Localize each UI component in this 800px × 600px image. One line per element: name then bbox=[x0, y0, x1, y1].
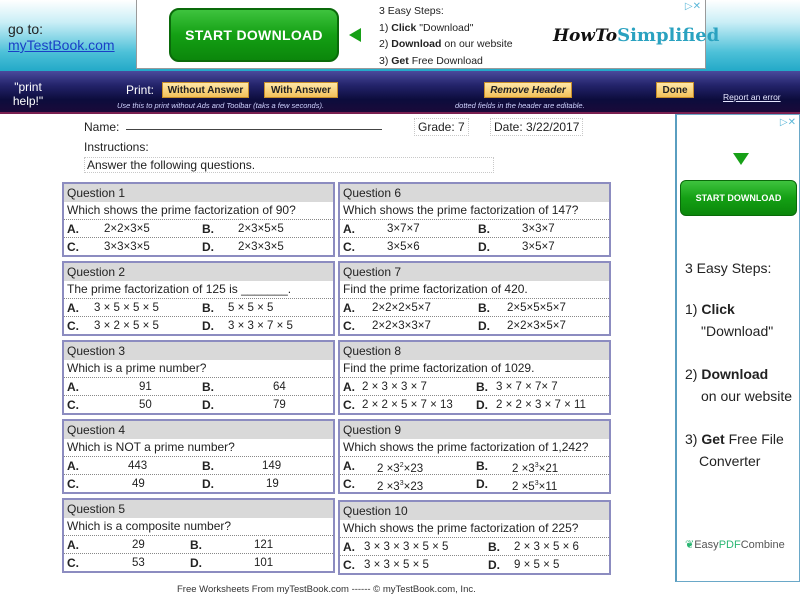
question-10 bbox=[338, 500, 611, 575]
option-a: 2×2×3×5 bbox=[104, 223, 150, 235]
question-text: Find the prime factorization of 1029. bbox=[340, 360, 609, 378]
question-text: Which is NOT a prime number? bbox=[64, 439, 333, 457]
option-b-label: B. bbox=[202, 222, 214, 236]
option-d-label: D. bbox=[488, 558, 500, 572]
option-d: 2×2×3×5×7 bbox=[507, 320, 566, 332]
question-text: Find the prime factorization of 420. bbox=[340, 281, 609, 299]
options-row bbox=[64, 378, 333, 396]
options-row bbox=[340, 238, 609, 256]
option-a-label: A. bbox=[67, 222, 79, 236]
options-row bbox=[340, 220, 609, 238]
question-text: Which shows the prime factorization of 147? bbox=[340, 202, 609, 220]
options-row bbox=[340, 299, 609, 317]
option-c: 3 × 3 × 5 × 5 bbox=[364, 559, 429, 571]
option-c-label: C. bbox=[67, 319, 79, 333]
option-c: 3×5×6 bbox=[387, 241, 420, 253]
question-title: Question 3 bbox=[64, 342, 333, 360]
options-row bbox=[340, 538, 609, 556]
option-b-label: B. bbox=[202, 380, 214, 394]
instructions-field[interactable]: Answer the following questions. bbox=[84, 157, 494, 173]
option-b-label: B. bbox=[476, 380, 488, 394]
option-d: $2 \times 5^3\times 11$ bbox=[512, 480, 558, 493]
option-c: 3 × 2 × 5 × 5 bbox=[94, 320, 159, 332]
question-title: Question 2 bbox=[64, 263, 333, 281]
option-c-label: C. bbox=[67, 477, 79, 491]
option-b: 3×3×7 bbox=[522, 223, 555, 235]
option-b: 121 bbox=[254, 539, 274, 551]
arrow-left-icon bbox=[349, 28, 361, 42]
option-a-label: A. bbox=[67, 301, 79, 315]
question-5 bbox=[62, 498, 335, 573]
name-field[interactable] bbox=[126, 129, 382, 130]
option-d: 9 × 5 × 5 bbox=[514, 559, 560, 571]
side-start-download-button[interactable]: START DOWNLOAD bbox=[680, 180, 797, 216]
option-c-label: C. bbox=[67, 240, 79, 254]
question-8 bbox=[338, 340, 611, 415]
start-download-button[interactable]: START DOWNLOAD bbox=[169, 8, 339, 62]
options-row bbox=[64, 317, 333, 335]
question-2 bbox=[62, 261, 335, 336]
side-advertisement[interactable] bbox=[675, 114, 800, 582]
question-title: Question 8 bbox=[340, 342, 609, 360]
goto-label: go to: bbox=[8, 21, 44, 37]
name-label: Name: bbox=[84, 120, 120, 134]
howtosimplified-logo: HowToSimplified bbox=[553, 25, 720, 46]
adchoices-close-icon[interactable]: ▷✕ bbox=[779, 117, 796, 128]
option-b: 2×5×5×5×7 bbox=[507, 302, 566, 314]
question-title: Question 6 bbox=[340, 184, 609, 202]
option-a-label: A. bbox=[343, 540, 355, 554]
options-row bbox=[64, 238, 333, 256]
option-b-label: B. bbox=[476, 459, 488, 473]
footer-text: Free Worksheets From myTestBook.com ------ © myTestBook.com, Inc. bbox=[177, 584, 476, 595]
option-b: 3 × 7 × 7× 7 bbox=[496, 381, 558, 393]
option-d: 79 bbox=[273, 399, 286, 411]
question-text: The prime factorization of 125 is _______. bbox=[64, 281, 333, 299]
option-d-label: D. bbox=[190, 556, 202, 570]
option-a-label: A. bbox=[67, 380, 79, 394]
option-d-label: D. bbox=[476, 477, 488, 491]
option-a: 29 bbox=[132, 539, 145, 551]
question-3 bbox=[62, 340, 335, 415]
option-a: $2 \times 3^2\times 23$ bbox=[377, 462, 424, 475]
option-a-label: A. bbox=[343, 301, 355, 315]
arrow-down-icon bbox=[733, 153, 749, 165]
goto-block bbox=[8, 21, 115, 53]
option-b-label: B. bbox=[478, 301, 490, 315]
question-6 bbox=[338, 182, 611, 257]
option-b: $2 \times 3^3\times 21$ bbox=[512, 462, 559, 475]
report-error-link[interactable]: Report an error bbox=[723, 92, 781, 102]
option-d-label: D. bbox=[476, 398, 488, 412]
option-c-label: C. bbox=[343, 319, 355, 333]
option-c: 3×3×3×5 bbox=[104, 241, 150, 253]
option-b-label: B. bbox=[478, 222, 490, 236]
option-a: 3 × 3 × 3 × 5 × 5 bbox=[364, 541, 449, 553]
option-a: 91 bbox=[139, 381, 152, 393]
print-with-answer-button[interactable]: With Answer bbox=[264, 82, 338, 98]
options-row bbox=[340, 457, 609, 475]
option-c-label: C. bbox=[343, 240, 355, 254]
print-note: Use this to print without Ads and Toolbar (taks a few seconds). bbox=[117, 101, 325, 110]
instructions-label: Instructions: bbox=[84, 140, 149, 154]
question-text: Which shows the prime factorization of 225? bbox=[340, 520, 609, 538]
options-row bbox=[64, 475, 333, 493]
options-row bbox=[64, 457, 333, 475]
header-note: dotted fields in the header are editable. bbox=[455, 101, 585, 110]
option-c: 2 × 2 × 5 × 7 × 13 bbox=[362, 399, 453, 411]
side-steps-title: 3 Easy Steps: bbox=[685, 260, 772, 276]
question-text: Which is a prime number? bbox=[64, 360, 333, 378]
grade-field[interactable]: Grade: 7 bbox=[414, 118, 469, 136]
remove-header-button[interactable]: Remove Header bbox=[484, 82, 572, 98]
option-d: 2 × 2 × 3 × 7 × 11 bbox=[496, 399, 586, 411]
option-c-label: C. bbox=[343, 477, 355, 491]
option-a-label: A. bbox=[67, 538, 79, 552]
options-row bbox=[64, 536, 333, 554]
option-a: 3×7×7 bbox=[387, 223, 420, 235]
option-d-label: D. bbox=[202, 477, 214, 491]
question-title: Question 4 bbox=[64, 421, 333, 439]
question-text: Which shows the prime factorization of 1,242? bbox=[340, 439, 609, 457]
top-advertisement[interactable] bbox=[136, 0, 720, 69]
easypdfcombine-logo: ❦EasyPDFCombine bbox=[685, 539, 785, 551]
side-step-3: 3) Get Free File Converter bbox=[685, 431, 784, 469]
option-d: 3 × 3 × 7 × 5 bbox=[228, 320, 293, 332]
option-d-label: D. bbox=[202, 319, 214, 333]
step-1: 1) Click "Download" bbox=[379, 21, 474, 34]
step-3: 3) Get Free Download bbox=[379, 54, 483, 67]
option-a: 3 × 5 × 5 × 5 bbox=[94, 302, 159, 314]
question-title: Question 10 bbox=[340, 502, 609, 520]
option-b: 64 bbox=[273, 381, 286, 393]
option-b-label: B. bbox=[190, 538, 202, 552]
option-c: 49 bbox=[132, 478, 145, 490]
options-row bbox=[340, 317, 609, 335]
print-label: Print: bbox=[126, 83, 155, 97]
question-9 bbox=[338, 419, 611, 494]
options-row bbox=[340, 378, 609, 396]
option-c: 53 bbox=[132, 557, 145, 569]
option-d-label: D. bbox=[478, 240, 490, 254]
steps-title: 3 Easy Steps: bbox=[379, 5, 444, 17]
option-d-label: D. bbox=[202, 398, 214, 412]
adchoices-close-icon[interactable]: ▷✕ bbox=[684, 1, 701, 12]
side-step-2: 2) Download on our website bbox=[685, 366, 793, 404]
option-a-label: A. bbox=[343, 459, 355, 473]
side-step-1: 1) Click "Download" bbox=[685, 301, 774, 339]
option-a-label: A. bbox=[343, 380, 355, 394]
option-b-label: B. bbox=[202, 459, 214, 473]
question-1 bbox=[62, 182, 335, 257]
option-b: 2×3×5×5 bbox=[238, 223, 284, 235]
option-c: $2 \times 3^3\times 23$ bbox=[377, 480, 424, 493]
options-row bbox=[64, 396, 333, 414]
mytestbook-link[interactable]: myTestBook.com bbox=[8, 37, 115, 53]
print-help-link[interactable]: "print help!" bbox=[12, 80, 44, 108]
leaf-icon: ❦ bbox=[685, 539, 695, 551]
question-title: Question 5 bbox=[64, 500, 333, 518]
option-a-label: A. bbox=[343, 222, 355, 236]
options-row bbox=[340, 556, 609, 574]
question-4 bbox=[62, 419, 335, 494]
option-d-label: D. bbox=[478, 319, 490, 333]
option-b-label: B. bbox=[488, 540, 500, 554]
option-c-label: C. bbox=[67, 556, 79, 570]
question-text: Which is a composite number? bbox=[64, 518, 333, 536]
option-c-label: C. bbox=[343, 558, 355, 572]
options-row bbox=[64, 554, 333, 572]
options-row bbox=[340, 475, 609, 493]
worksheet bbox=[60, 114, 670, 600]
option-c: 50 bbox=[139, 399, 152, 411]
option-d: 101 bbox=[254, 557, 274, 569]
option-d: 2×3×3×5 bbox=[238, 241, 284, 253]
question-text: Which shows the prime factorization of 90? bbox=[64, 202, 333, 220]
step-2: 2) Download on our website bbox=[379, 38, 513, 50]
option-c: 2×2×3×3×7 bbox=[372, 320, 431, 332]
question-title: Question 1 bbox=[64, 184, 333, 202]
option-d-label: D. bbox=[202, 240, 214, 254]
ad-steps bbox=[379, 3, 513, 69]
option-b: 5 × 5 × 5 bbox=[228, 302, 274, 314]
option-a: 2 × 3 × 3 × 7 bbox=[362, 381, 427, 393]
options-row bbox=[340, 396, 609, 414]
option-a-label: A. bbox=[67, 459, 79, 473]
date-field[interactable]: Date: 3/22/2017 bbox=[490, 118, 583, 136]
question-7 bbox=[338, 261, 611, 336]
option-a: 2×2×2×5×7 bbox=[372, 302, 431, 314]
print-toolbar bbox=[0, 71, 800, 114]
option-c-label: C. bbox=[67, 398, 79, 412]
option-c-label: C. bbox=[343, 398, 355, 412]
option-b-label: B. bbox=[202, 301, 214, 315]
option-b: 149 bbox=[262, 460, 282, 472]
option-b: 2 × 3 × 5 × 6 bbox=[514, 541, 579, 553]
done-button[interactable]: Done bbox=[656, 82, 694, 98]
question-title: Question 7 bbox=[340, 263, 609, 281]
option-a: 443 bbox=[128, 460, 148, 472]
question-title: Question 9 bbox=[340, 421, 609, 439]
option-d: 3×5×7 bbox=[522, 241, 555, 253]
options-row bbox=[64, 220, 333, 238]
options-row bbox=[64, 299, 333, 317]
option-d: 19 bbox=[266, 478, 279, 490]
print-without-answer-button[interactable]: Without Answer bbox=[162, 82, 249, 98]
